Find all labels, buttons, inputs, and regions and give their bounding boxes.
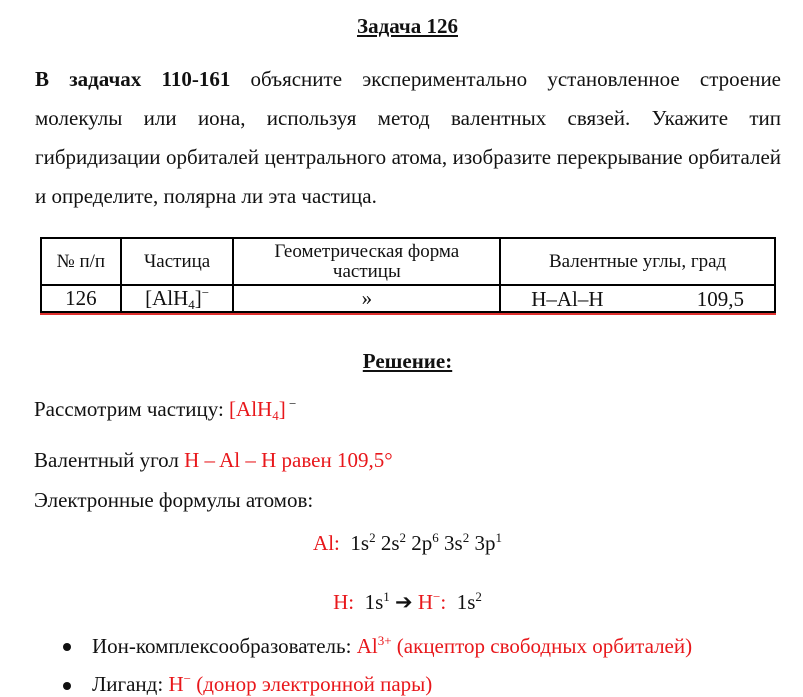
consider-particle [229, 397, 286, 421]
task-text: объясните экспериментально установленное строение молекулы или иона, используя метод валентных связей. Укажите тип гибридизации орбиталей центрального атома, изобразите перекрывание орбиталей и определите, полярна ли эта частица. [35, 67, 782, 208]
al-orbital: 2s [375, 531, 400, 555]
ion-charge: 3+ [377, 633, 392, 648]
consider-particle-main: [AlH [229, 397, 273, 421]
al-electrons: 2 [462, 530, 470, 545]
h-ion-colon: : [440, 590, 447, 614]
ion-role: (акцептор свободных орбиталей) [391, 634, 693, 658]
consider-line [34, 397, 296, 422]
list-item [92, 672, 432, 697]
angle-label: Валентный угол [34, 448, 185, 472]
h-ion-charge: − [433, 589, 441, 604]
al-electrons: 1 [495, 530, 502, 545]
h-formula [0, 590, 803, 615]
angle-bond: H–Al–H [531, 287, 604, 311]
task-range: В задачах 110-161 [35, 67, 231, 91]
al-orbital: 3p [469, 531, 496, 555]
h-label: H: [333, 590, 355, 614]
al-orbital: 3s [438, 531, 463, 555]
consider-particle-sub: 4 [272, 408, 279, 423]
angle-statement: H – Al – H равен 109,5° [184, 448, 393, 472]
header-particle: Частица [121, 238, 234, 285]
arrow-icon: ➔ [395, 590, 413, 614]
al-orbital: 1s [350, 531, 370, 555]
list-item-label: Ион-комплексообразователь: [92, 634, 357, 658]
al-electrons: 2 [399, 530, 407, 545]
list-item-value [168, 672, 432, 696]
particle-end: ] [194, 286, 202, 310]
al-formula [0, 531, 803, 556]
ion-role: (донор электронной пары) [190, 672, 433, 696]
data-table [40, 237, 776, 313]
particle-main: [AlH [145, 286, 189, 310]
bullet-icon [63, 643, 71, 651]
particle-sub: 4 [188, 297, 195, 312]
bullet-icon [63, 682, 71, 690]
cell-number: 126 [41, 285, 121, 312]
task-statement [35, 60, 781, 216]
al-orbital: 2p [406, 531, 433, 555]
list-item-value [357, 634, 692, 658]
table-red-underline [40, 313, 776, 315]
h-ion-label [418, 590, 446, 614]
ion-symbol: H [168, 672, 184, 696]
consider-particle-end: ] [278, 397, 286, 421]
header-shape [233, 238, 500, 285]
list-item [92, 634, 692, 659]
al-label: Al: [313, 531, 340, 555]
solution-title: Решение: [362, 349, 453, 373]
ion-symbol: Al [356, 634, 378, 658]
list-item-label: Лиганд: [92, 672, 169, 696]
al-electrons: 2 [369, 530, 376, 545]
header-shape-text: Геометрическая форма частицы [274, 240, 460, 282]
table-header-row [41, 238, 775, 285]
table-row [41, 285, 775, 312]
h-ion-electrons: 2 [475, 589, 482, 604]
angle-line [34, 448, 393, 473]
header-number: № п/п [41, 238, 121, 285]
al-electrons: 6 [432, 530, 439, 545]
particle-charge: − [201, 285, 210, 300]
h-ion-orbital: 1s [456, 590, 476, 614]
cell-angles [500, 285, 775, 312]
consider-label: Рассмотрим частицу: [34, 397, 230, 421]
task-title: Задача 126 [357, 14, 458, 38]
ion-charge: − [183, 671, 191, 686]
cell-shape: » [233, 285, 500, 312]
cell-particle [121, 285, 234, 312]
h-orbital: 1s [364, 590, 384, 614]
formulas-label: Электронные формулы атомов: [34, 488, 314, 512]
angle-value: 109,5 [696, 287, 744, 311]
h-electrons: 1 [383, 589, 390, 604]
consider-particle-charge: − [285, 396, 297, 411]
header-angles: Валентные углы, град [500, 238, 775, 285]
h-ion-symbol: H [417, 590, 434, 614]
